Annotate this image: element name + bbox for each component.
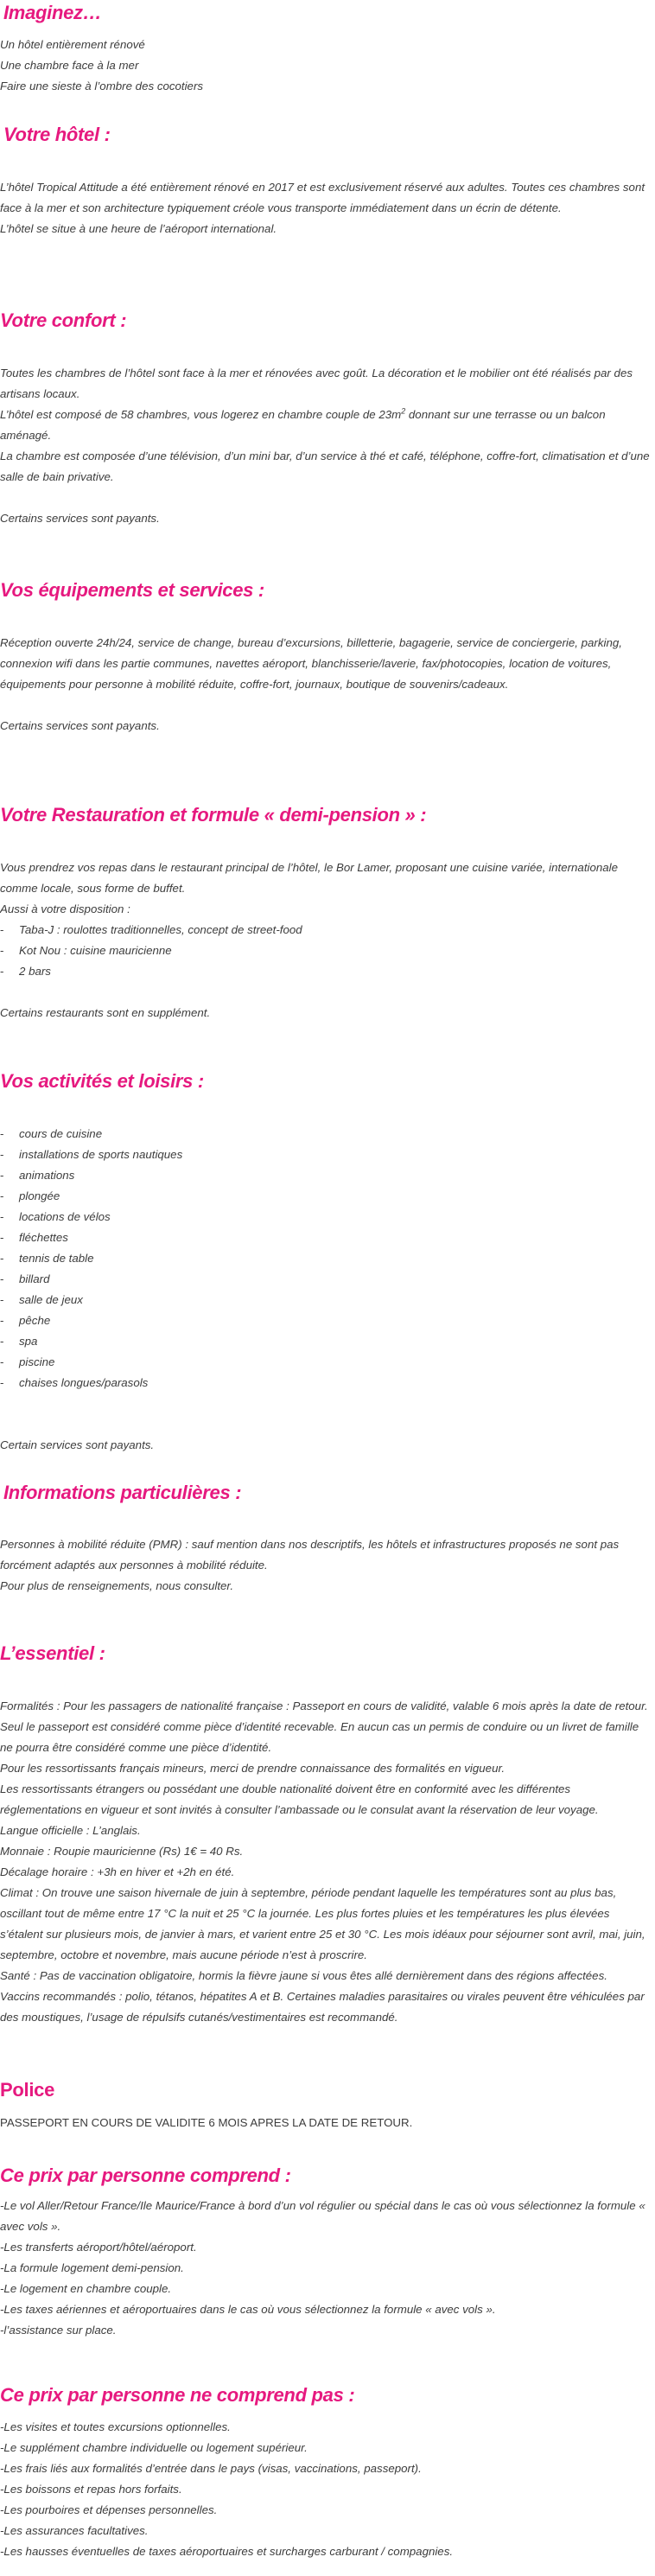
list-item: - cours de cuisine bbox=[0, 1127, 103, 1140]
essentiel-text bbox=[0, 1696, 650, 2028]
text-fragment: donnant sur une terrasse ou un balcon aménagé. bbox=[0, 408, 606, 442]
text-line: Vaccins recommandés : polio, tétanos, hépatites A et B. Certaines maladies parasitaires ou virales peuvent être véhiculées par des moustiques, l’usage de répulsifs cutanés/vestimentaires est recommandé. bbox=[0, 1990, 645, 2024]
text-line: Réception ouverte 24h/24, service de change, bureau d’excursions, billetterie, bagagerie, service de conciergerie, parking, connexion wifi dans les partie communes, navettes aéroport, blanchisserie/laverie, fax/photocopies, location de voitures, équipements pour personne à mobilité réduite, coffre-fort, journaux, boutique de souvenirs/cadeaux. bbox=[0, 636, 622, 691]
list-item: - 2 bars bbox=[0, 965, 51, 978]
heading-confort: Votre confort : bbox=[0, 309, 127, 331]
text-note: Certains services sont payants. bbox=[0, 512, 160, 525]
text-line: -Les boissons et repas hors forfaits. bbox=[0, 2483, 182, 2496]
text-line bbox=[0, 405, 650, 446]
heading-equipements: Vos équipements et services : bbox=[0, 579, 264, 601]
police-text: PASSEPORT EN COURS DE VALIDITE 6 MOIS APRES LA DATE DE RETOUR. bbox=[0, 2116, 413, 2129]
text-line: L’hôtel Tropical Attitude a été entièrement rénové en 2017 et est exclusivement réservé aux adultes. Toutes ces chambres sont face à la mer et son architecture typiquement créole vous transporte immédiatement dans un écrin de détente. bbox=[0, 181, 645, 214]
text-fragment: L’hôtel est composé de 58 chambres, vous logerez en chambre couple de 23m bbox=[0, 408, 402, 421]
text-line: -Les assurances facultatives. bbox=[0, 2524, 149, 2537]
text-line: Pour plus de renseignements, nous consulter. bbox=[0, 1579, 234, 1592]
text-line: Toutes les chambres de l’hôtel sont face à la mer et rénovées avec goût. La décoration et le mobilier ont été réalisés par des artisans locaux. bbox=[0, 367, 633, 400]
text-line: Langue officielle : L’anglais. bbox=[0, 1824, 141, 1837]
text-line: Climat : On trouve une saison hivernale de juin à septembre, période pendant laquelle les températures sont au plus bas, oscillant tout de même entre 17 °C la nuit et 25 °C la journée. Les plus fortes pluies et les températures les plus élevées s’étalent sur plusieurs mois, de janvier à mars, et varient entre 25 et 30 °C. Les mois idéaux pour séjourner sont avril, mai, juin, septembre, octobre et novembre, mais aucune période n’est à proscrire. bbox=[0, 1886, 645, 1961]
list-item: - fléchettes bbox=[0, 1231, 68, 1244]
text-line: Aussi à votre disposition : bbox=[0, 902, 130, 915]
list-item: - tennis de table bbox=[0, 1252, 94, 1265]
heading-ne-comprend-pas: Ce prix par personne ne comprend pas : bbox=[0, 2384, 355, 2406]
hotel-text bbox=[0, 177, 650, 239]
particulieres-text bbox=[0, 1534, 650, 1597]
text-line: L’hôtel se situe à une heure de l’aéroport international. bbox=[0, 222, 277, 235]
text-line: -Les transferts aéroport/hôtel/aéroport. bbox=[0, 2241, 197, 2254]
text-line: Pour les ressortissants français mineurs, merci de prendre connaissance des formalités en vigueur. bbox=[0, 1762, 506, 1775]
text-line: Vous prendrez vos repas dans le restaurant principal de l’hôtel, le Bor Lamer, proposant une cuisine variée, internationale comme locale, sous forme de buffet. bbox=[0, 861, 619, 895]
superscript: 2 bbox=[401, 406, 406, 416]
comprend-text bbox=[0, 2196, 650, 2341]
list-item: - Kot Nou : cuisine mauricienne bbox=[0, 944, 172, 957]
text-line: -Les frais liés aux formalités d’entrée dans le pays (visas, vaccinations, passeport). bbox=[0, 2462, 422, 2475]
text-line: -l’assistance sur place. bbox=[0, 2324, 117, 2337]
ne-comprend-pas-text bbox=[0, 2417, 650, 2562]
text-line: Santé : Pas de vaccination obligatoire, hormis la fièvre jaune si vous êtes allé dernièrement dans des régions affectées. bbox=[0, 1969, 607, 1982]
list-item: - installations de sports nautiques bbox=[0, 1148, 183, 1161]
text-line: Les ressortissants étrangers ou possédant une double nationalité doivent être en conformité avec les différentes réglementations en vigueur et sont invités à consulter l’ambassade ou le consulat avant la réservation de leur voyage. bbox=[0, 1782, 599, 1816]
list-item: - chaises longues/parasols bbox=[0, 1376, 149, 1389]
confort-text bbox=[0, 363, 650, 529]
text-line: -Le supplément chambre individuelle ou logement supérieur. bbox=[0, 2441, 308, 2454]
list-item: - plongée bbox=[0, 1189, 60, 1202]
text-line: -Le vol Aller/Retour France/Ile Maurice/France à bord d’un vol régulier ou spécial dans le cas où vous sélectionnez la formule « avec vols ». bbox=[0, 2199, 645, 2233]
list-item: - salle de jeux bbox=[0, 1293, 83, 1306]
heading-hotel: Votre hôtel : bbox=[3, 124, 111, 145]
text-line: -Les visites et toutes excursions optionnelles. bbox=[0, 2420, 231, 2433]
activites-note: Certain services sont payants. bbox=[0, 1438, 155, 1451]
text-line: Une chambre face à la mer bbox=[0, 59, 139, 72]
text-line: Faire une sieste à l’ombre des cocotiers bbox=[0, 80, 204, 92]
text-line: La chambre est composée d’une télévision, d’un mini bar, d’un service à thé et café, téléphone, coffre-fort, climatisation et d’une salle de bain privative. bbox=[0, 450, 650, 483]
text-line: -Les taxes aériennes et aéroportuaires dans le cas où vous sélectionnez la formule « avec vols ». bbox=[0, 2303, 496, 2316]
text-line: -La formule logement demi-pension. bbox=[0, 2261, 184, 2274]
list-item: - locations de vélos bbox=[0, 1210, 111, 1223]
text-note: Certains services sont payants. bbox=[0, 719, 160, 732]
text-line: -Les pourboires et dépenses personnelles. bbox=[0, 2503, 218, 2516]
list-item: - Taba-J : roulottes traditionnelles, concept de street-food bbox=[0, 923, 302, 936]
list-item: - pêche bbox=[0, 1314, 51, 1327]
text-line: Personnes à mobilité réduite (PMR) : sauf mention dans nos descriptifs, les hôtels et infrastructures proposés ne sont pas forcément adaptés aux personnes à mobilité réduite. bbox=[0, 1538, 620, 1572]
imaginez-text bbox=[0, 35, 650, 97]
list-item: - animations bbox=[0, 1169, 75, 1182]
text-line: Monnaie : Roupie mauricienne (Rs) 1€ = 40 Rs. bbox=[0, 1845, 244, 1858]
heading-imaginez: Imaginez… bbox=[3, 2, 102, 23]
heading-essentiel: L’essentiel : bbox=[0, 1642, 105, 1664]
list-item: - billard bbox=[0, 1272, 50, 1285]
heading-restauration: Votre Restauration et formule « demi-pension » : bbox=[0, 804, 427, 826]
text-line: Décalage horaire : +3h en hiver et +2h en été. bbox=[0, 1865, 235, 1878]
restauration-text bbox=[0, 858, 650, 920]
restauration-note: Certains restaurants sont en supplément. bbox=[0, 1006, 211, 1019]
equipements-text bbox=[0, 633, 650, 736]
text-line: -Les hausses éventuelles de taxes aéroportuaires et surcharges carburant / compagnies. bbox=[0, 2545, 454, 2558]
heading-activites: Vos activités et loisirs : bbox=[0, 1070, 204, 1092]
text-line: Un hôtel entièrement rénové bbox=[0, 38, 145, 51]
text-line: -Le logement en chambre couple. bbox=[0, 2282, 172, 2295]
heading-police: Police bbox=[0, 2079, 55, 2101]
list-item: - spa bbox=[0, 1335, 38, 1348]
heading-particulieres: Informations particulières : bbox=[3, 1482, 242, 1503]
heading-comprend: Ce prix par personne comprend : bbox=[0, 2165, 291, 2186]
text-line: Formalités : Pour les passagers de nationalité française : Passeport en cours de validité, valable 6 mois après la date de retour. Seul le passeport est considéré comme pièce d’identité recevable. En aucun cas un permis de conduire ou un livret de famille ne pourra être considéré comme une pièce d’identité. bbox=[0, 1699, 648, 1754]
list-item: - piscine bbox=[0, 1355, 55, 1368]
